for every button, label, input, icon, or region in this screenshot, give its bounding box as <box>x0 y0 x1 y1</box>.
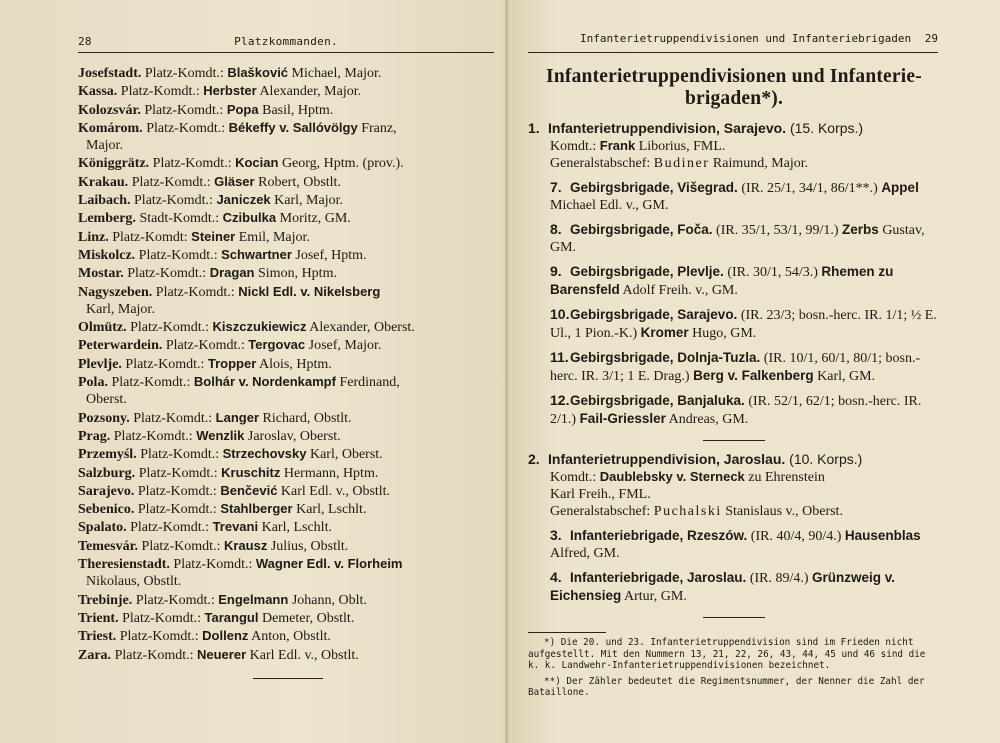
command-entry <box>78 318 498 336</box>
right-page-number: 29 <box>924 32 938 45</box>
entry-commander-name: Tarangul <box>204 609 259 625</box>
end-rule <box>253 678 323 679</box>
brigade-name: Gebirgsbrigade, Višegrad. <box>570 180 738 195</box>
command-entry <box>78 464 498 482</box>
entry-office: Platz-Komdt.: <box>125 356 205 372</box>
entry-commander-name: Strzechovsky <box>222 446 307 462</box>
entry-rank: Karl, Major. <box>274 193 343 209</box>
entry-rank: Ferdinand, <box>339 375 400 391</box>
entry-rank: Alexander, Oberst. <box>309 320 415 336</box>
entry-rank: Julius, Obstlt. <box>270 538 349 554</box>
entry-continuation: Major. <box>86 138 123 154</box>
entry-continuation: Karl, Major. <box>86 301 155 317</box>
division-commander <box>528 137 940 155</box>
brigade-entry <box>528 263 940 299</box>
command-entry <box>78 264 498 282</box>
entry-city: Zara. <box>78 647 112 663</box>
command-entry <box>78 64 498 82</box>
entry-rank: Josef, Major. <box>308 338 382 354</box>
entry-rank: Hermann, Hptm. <box>283 465 379 481</box>
division-number: 1. <box>528 120 540 136</box>
entry-city: Theresienstadt. <box>78 557 170 573</box>
entry-rank: Karl Edl. v., Obstlt. <box>249 647 359 663</box>
entry-city: Miskolcz. <box>78 247 136 263</box>
brigade-units: (IR. 40/4, 90/4.) <box>750 529 842 544</box>
entry-commander-name: Janiczek <box>216 192 271 208</box>
entry-city: Sebenico. <box>78 502 135 518</box>
division-end-rule <box>703 440 765 441</box>
entry-office: Stadt-Komdt.: <box>139 211 220 227</box>
entry-commander-name: Békeffy v. Sallóvölgy <box>228 119 358 135</box>
brigade-units: (IR. 10/1, 60/1, 80/1; bosn.-herc. IR. 3/1; 1 E. Drag.) <box>550 351 921 384</box>
brigade-commander: Appel <box>881 180 919 195</box>
entry-city: Mostar. <box>78 266 124 282</box>
command-entry <box>78 609 498 627</box>
entry-commander-name: Tergovac <box>248 337 306 353</box>
brigade-number: 9. <box>550 263 562 279</box>
brigade-commander: Grünzweig v. Eichensieg <box>550 570 896 603</box>
entry-office: Platz-Komdt.: <box>122 610 202 626</box>
entry-city: Triest. <box>78 629 117 645</box>
entry-commander-name: Kiszczukiewicz <box>212 319 307 335</box>
entry-city: Salzburg. <box>78 465 136 481</box>
brigade-commander: Fail-Griessler <box>579 411 666 426</box>
left-running-title: Platzkommanden. <box>234 35 338 48</box>
entry-commander-name: Engelmann <box>218 591 289 607</box>
entry-commander-name: Bolhár v. Nordenkampf <box>193 374 336 390</box>
entry-commander-name: Benčević <box>220 482 278 498</box>
division-commander <box>528 468 940 503</box>
entry-office: Platz-Komdt.: <box>135 592 215 608</box>
brigade-name: Gebirgsbrigade, Plevlje. <box>570 264 724 279</box>
entry-office: Platz-Komdt.: <box>113 428 193 444</box>
entry-rank: Karl, Lschlt. <box>296 502 367 518</box>
entry-office: Platz-Komdt.: <box>144 66 224 81</box>
entry-commander-name: Steiner <box>191 228 236 244</box>
entry-office: Platz-Komdt.: <box>134 193 213 209</box>
entry-office: Platz-Komdt.: <box>114 647 194 663</box>
command-entry <box>78 82 498 100</box>
entry-commander-name: Kocian <box>235 155 279 171</box>
chief-of-staff <box>528 155 940 172</box>
entry-continuation: Oberst. <box>86 392 127 408</box>
chief-of-staff-name: Budiner <box>653 156 710 171</box>
entry-rank: Emil, Major. <box>238 229 310 245</box>
division-corps: (15. Korps.) <box>789 120 864 136</box>
brigade-units: (IR. 89/4.) <box>749 571 809 586</box>
right-running-title: Infanterietruppendivisionen und Infanteriebrigaden <box>580 32 912 45</box>
left-page-number: 28 <box>78 35 92 48</box>
entry-office: Platz-Komdt.: <box>130 520 210 536</box>
entry-city: Königgrätz. <box>78 156 150 172</box>
entry-commander-name: Herbster <box>203 83 257 99</box>
entry-rank: Demeter, Obstlt. <box>261 610 355 626</box>
commander-label: Komdt.: <box>550 139 597 154</box>
command-entry <box>78 246 498 264</box>
command-entry <box>78 373 498 409</box>
entry-office: Platz-Komdt.: <box>155 284 235 300</box>
brigade-number: 10. <box>550 306 570 322</box>
right-page-body <box>528 66 940 703</box>
division-heading <box>528 451 940 468</box>
brigade-commander-rank: Alfred, GM. <box>550 546 620 561</box>
brigade-commander: Berg v. Falkenberg <box>693 368 814 383</box>
left-running-head <box>78 32 494 53</box>
entry-city: Plevlje. <box>78 356 122 372</box>
entry-city: Trient. <box>78 610 119 626</box>
entry-commander-name: Trevani <box>212 519 259 535</box>
chief-of-staff-label: Generalstabschef: <box>550 156 651 171</box>
entry-city: Linz. <box>78 229 109 245</box>
entry-office: Platz-Komdt.: <box>111 375 191 391</box>
brigade-commander: Rhemen zu Barensfeld <box>550 264 894 297</box>
entry-commander-name: Wenzlik <box>196 427 245 443</box>
brigade-units: (IR. 52/1, 62/1; bosn.-herc. IR. 2/1.) <box>550 394 922 427</box>
entry-commander-name: Dollenz <box>202 628 249 644</box>
entry-rank: Basil, Hptm. <box>262 102 334 118</box>
division-end-rule <box>703 617 765 618</box>
brigade-commander-rank: Michael Edl. v., GM. <box>550 198 669 213</box>
entry-city: Komárom. <box>78 120 143 136</box>
entry-city: Krakau. <box>78 174 129 190</box>
chief-of-staff-label: Generalstabschef: <box>550 504 651 519</box>
division-block <box>528 451 940 618</box>
brigade-commander-rank: Artur, GM. <box>624 589 687 604</box>
entry-city: Kolozsvár. <box>78 102 141 118</box>
entry-office: Platz-Komdt.: <box>137 483 217 499</box>
command-entry <box>78 591 498 609</box>
entry-rank: Georg, Hptm. (prov.). <box>281 156 404 172</box>
command-entry <box>78 518 498 536</box>
brigade-commander-rank: Karl, GM. <box>817 369 876 384</box>
entry-rank: Franz, <box>361 120 397 136</box>
entry-city: Pola. <box>78 375 108 391</box>
entry-office: Platz-Komdt.: <box>146 120 226 136</box>
brigade-entry <box>528 179 940 214</box>
command-entry <box>78 445 498 463</box>
brigade-name: Gebirgsbrigade, Banjaluka. <box>570 393 745 408</box>
chief-of-staff-name: Puchalski <box>653 504 722 519</box>
entry-city: Przemyśl. <box>78 447 137 463</box>
entry-rank: Alexander, Major. <box>259 84 362 100</box>
entry-city: Sarajevo. <box>78 483 135 499</box>
entry-city: Temesvár. <box>78 538 139 554</box>
entry-commander-name: Krausz <box>223 537 268 553</box>
commander-rank: zu Ehrenstein <box>748 470 825 485</box>
section-heading: Infanterietruppendivisionen und Infanterie-brigaden*). <box>546 66 922 109</box>
entry-city: Spalato. <box>78 520 127 536</box>
entry-rank: Josef, Hptm. <box>295 247 367 263</box>
division-name: Infanterietruppendivision, Sarajevo. <box>548 120 787 136</box>
command-entry <box>78 154 498 172</box>
entry-commander-name: Popa <box>226 101 259 117</box>
footnote-text: *) Die 20. und 23. Infanterietruppendivision sind im Frieden nicht aufgestellt. Mit den Nummern 13, 21, 22, 26, 43, 44, 45 und 46 sind die k. k. Landwehr-Infanterietruppendivisionen bezeichnet. <box>528 637 926 671</box>
command-entry <box>78 283 498 319</box>
brigade-entry <box>528 569 940 605</box>
entry-commander-name: Dragan <box>209 265 255 281</box>
entry-office: Platz-Komdt.: <box>130 320 210 336</box>
divisions-list <box>528 120 940 618</box>
command-entry <box>78 646 498 664</box>
command-entry <box>78 119 498 155</box>
entry-commander-name: Stahlberger <box>220 501 293 517</box>
entry-rank: Karl Edl. v., Obstlt. <box>280 483 391 499</box>
chief-of-staff-rank: Stanislaus v., Oberst. <box>725 504 843 519</box>
command-entry <box>78 355 498 373</box>
brigade-number: 8. <box>550 221 562 237</box>
command-entry <box>78 173 498 191</box>
entry-office: Platz-Komdt.: <box>138 465 218 481</box>
commander-continuation: Karl Freih., FML. <box>550 487 651 502</box>
command-entry <box>78 191 498 209</box>
command-entry <box>78 101 498 119</box>
brigade-entry <box>528 349 940 385</box>
brigade-units: (IR. 35/1, 53/1, 99/1.) <box>716 223 839 238</box>
command-entry <box>78 209 498 227</box>
brigade-commander-rank: Adolf Freih. v., GM. <box>622 283 738 298</box>
brigade-commander-rank: Gustav, GM. <box>550 223 925 255</box>
entry-city: Peterwardein. <box>78 338 163 354</box>
entry-commander-name: Blašković <box>227 65 289 80</box>
brigade-name: Gebirgsbrigade, Sarajevo. <box>570 307 738 322</box>
command-entry <box>78 409 498 427</box>
footnote-text: **) Der Zähler bedeutet die Regimentsnummer, der Nenner die Zahl der Bataillone. <box>528 675 925 698</box>
entry-office: Platz-Komdt.: <box>137 502 217 518</box>
entry-office: Platz-Komdt.: <box>140 447 220 463</box>
brigade-commander-rank: Andreas, GM. <box>668 412 749 427</box>
entry-office: Platz-Komdt.: <box>144 102 224 118</box>
entry-rank: Robert, Obstlt. <box>258 174 341 190</box>
entry-rank: Johann, Oblt. <box>291 592 367 608</box>
brigade-name: Gebirgsbrigade, Dolnja-Tuzla. <box>570 350 761 365</box>
brigade-units: (IR. 30/1, 54/3.) <box>727 265 818 280</box>
division-number: 2. <box>528 451 540 467</box>
entry-city: Nagyszeben. <box>78 284 153 300</box>
entry-commander-name: Gläser <box>214 173 255 189</box>
entry-office: Platz-Komdt.: <box>152 156 232 172</box>
entry-commander-name: Schwartner <box>221 246 292 262</box>
entry-office: Platz-Komdt.: <box>173 557 253 573</box>
entry-office: Platz-Komdt.: <box>119 629 199 645</box>
entry-office: Platz-Komdt.: <box>138 247 218 263</box>
brigade-number: 3. <box>550 527 562 543</box>
entry-city: Olmütz. <box>78 320 127 336</box>
entry-rank: Karl, Lschlt. <box>261 520 332 536</box>
entry-office: Platz-Komdt.: <box>127 266 207 282</box>
brigade-name: Infanteriebrigade, Jaroslau. <box>570 570 747 585</box>
division-heading <box>528 120 940 137</box>
brigade-commander-rank: Hugo, GM. <box>692 326 757 341</box>
chief-of-staff <box>528 503 940 520</box>
entry-office: Platz-Komdt.: <box>131 174 211 190</box>
entry-city: Pozsony. <box>78 410 130 426</box>
division-corps: (10. Korps.) <box>789 451 863 467</box>
commander-label: Komdt.: <box>550 470 597 485</box>
entry-city: Josefstadt. <box>78 66 142 81</box>
entry-commander-name: Langer <box>215 409 260 425</box>
entry-city: Kassa. <box>78 84 118 100</box>
brigade-units: (IR. 25/1, 34/1, 86/1**.) <box>741 181 878 196</box>
right-running-head <box>528 30 938 53</box>
brigade-entry <box>528 527 940 562</box>
entry-commander-name: Kruschitz <box>221 464 281 480</box>
command-entry <box>78 228 498 246</box>
entry-city: Prag. <box>78 428 111 444</box>
entry-commander-name: Neuerer <box>197 646 247 662</box>
entry-office: Platz-Komdt.: <box>141 538 221 554</box>
entry-city: Laibach. <box>78 193 131 209</box>
entry-commander-name: Nickl Edl. v. Nikelsberg <box>238 283 381 299</box>
command-entry <box>78 482 498 500</box>
commander-rank: Liborius, FML. <box>638 139 726 154</box>
entry-office: Platz-Komdt.: <box>133 410 213 426</box>
footnotes <box>528 637 940 699</box>
entry-continuation: Nikolaus, Obstlt. <box>86 574 182 590</box>
brigade-number: 7. <box>550 179 562 195</box>
entry-rank: Karl, Oberst. <box>309 447 383 463</box>
command-entry <box>78 627 498 645</box>
brigade-commander: Hausenblas <box>844 528 921 543</box>
entry-commander-name: Wagner Edl. v. Florheim <box>255 556 403 572</box>
brigade-commander: Zerbs <box>842 222 879 237</box>
command-entry <box>78 555 498 591</box>
command-entry <box>78 537 498 555</box>
entry-office: Platz-Komdt.: <box>165 338 245 354</box>
brigade-name: Infanteriebrigade, Rzeszów. <box>570 528 748 543</box>
brigade-units: (IR. 23/3; bosn.-herc. IR. 1/1; ½ E. Ul., 1 Pion.-K.) <box>550 308 937 341</box>
brigade-entry <box>528 221 940 256</box>
brigade-commander: Kromer <box>640 325 689 340</box>
entry-office: Platz-Komdt: <box>112 229 188 245</box>
chief-of-staff-rank: Raimund, Major. <box>712 156 809 171</box>
entry-rank: Simon, Hptm. <box>258 266 337 282</box>
commander-name: Daublebsky v. Sterneck <box>599 469 745 484</box>
entry-rank: Alois, Hptm. <box>259 356 332 372</box>
command-entry <box>78 427 498 445</box>
footnote-rule <box>528 632 606 633</box>
brigade-number: 4. <box>550 569 562 585</box>
entry-rank: Moritz, GM. <box>279 211 351 227</box>
entry-rank: Anton, Obstlt. <box>251 629 331 645</box>
entry-commander-name: Czibulka <box>222 210 277 226</box>
brigade-entry <box>528 392 940 428</box>
command-entry <box>78 500 498 518</box>
division-block <box>528 120 940 441</box>
brigade-number: 12. <box>550 392 570 408</box>
entry-city: Lemberg. <box>78 211 136 227</box>
brigade-name: Gebirgsbrigade, Foča. <box>570 222 713 237</box>
entry-rank: Jaroslav, Oberst. <box>247 428 341 444</box>
command-entries-list <box>78 64 498 679</box>
entry-city: Trebinje. <box>78 592 133 608</box>
entry-commander-name: Tropper <box>207 355 257 371</box>
brigade-number: 11. <box>550 349 569 365</box>
commander-name: Frank <box>599 138 636 153</box>
entry-office: Platz-Komdt.: <box>120 84 200 100</box>
command-entry <box>78 336 498 354</box>
division-name: Infanterietruppendivision, Jaroslau. <box>548 451 786 467</box>
brigade-entry <box>528 306 940 342</box>
entry-rank: Michael, Major. <box>291 66 382 81</box>
entry-rank: Richard, Obstlt. <box>262 410 352 426</box>
